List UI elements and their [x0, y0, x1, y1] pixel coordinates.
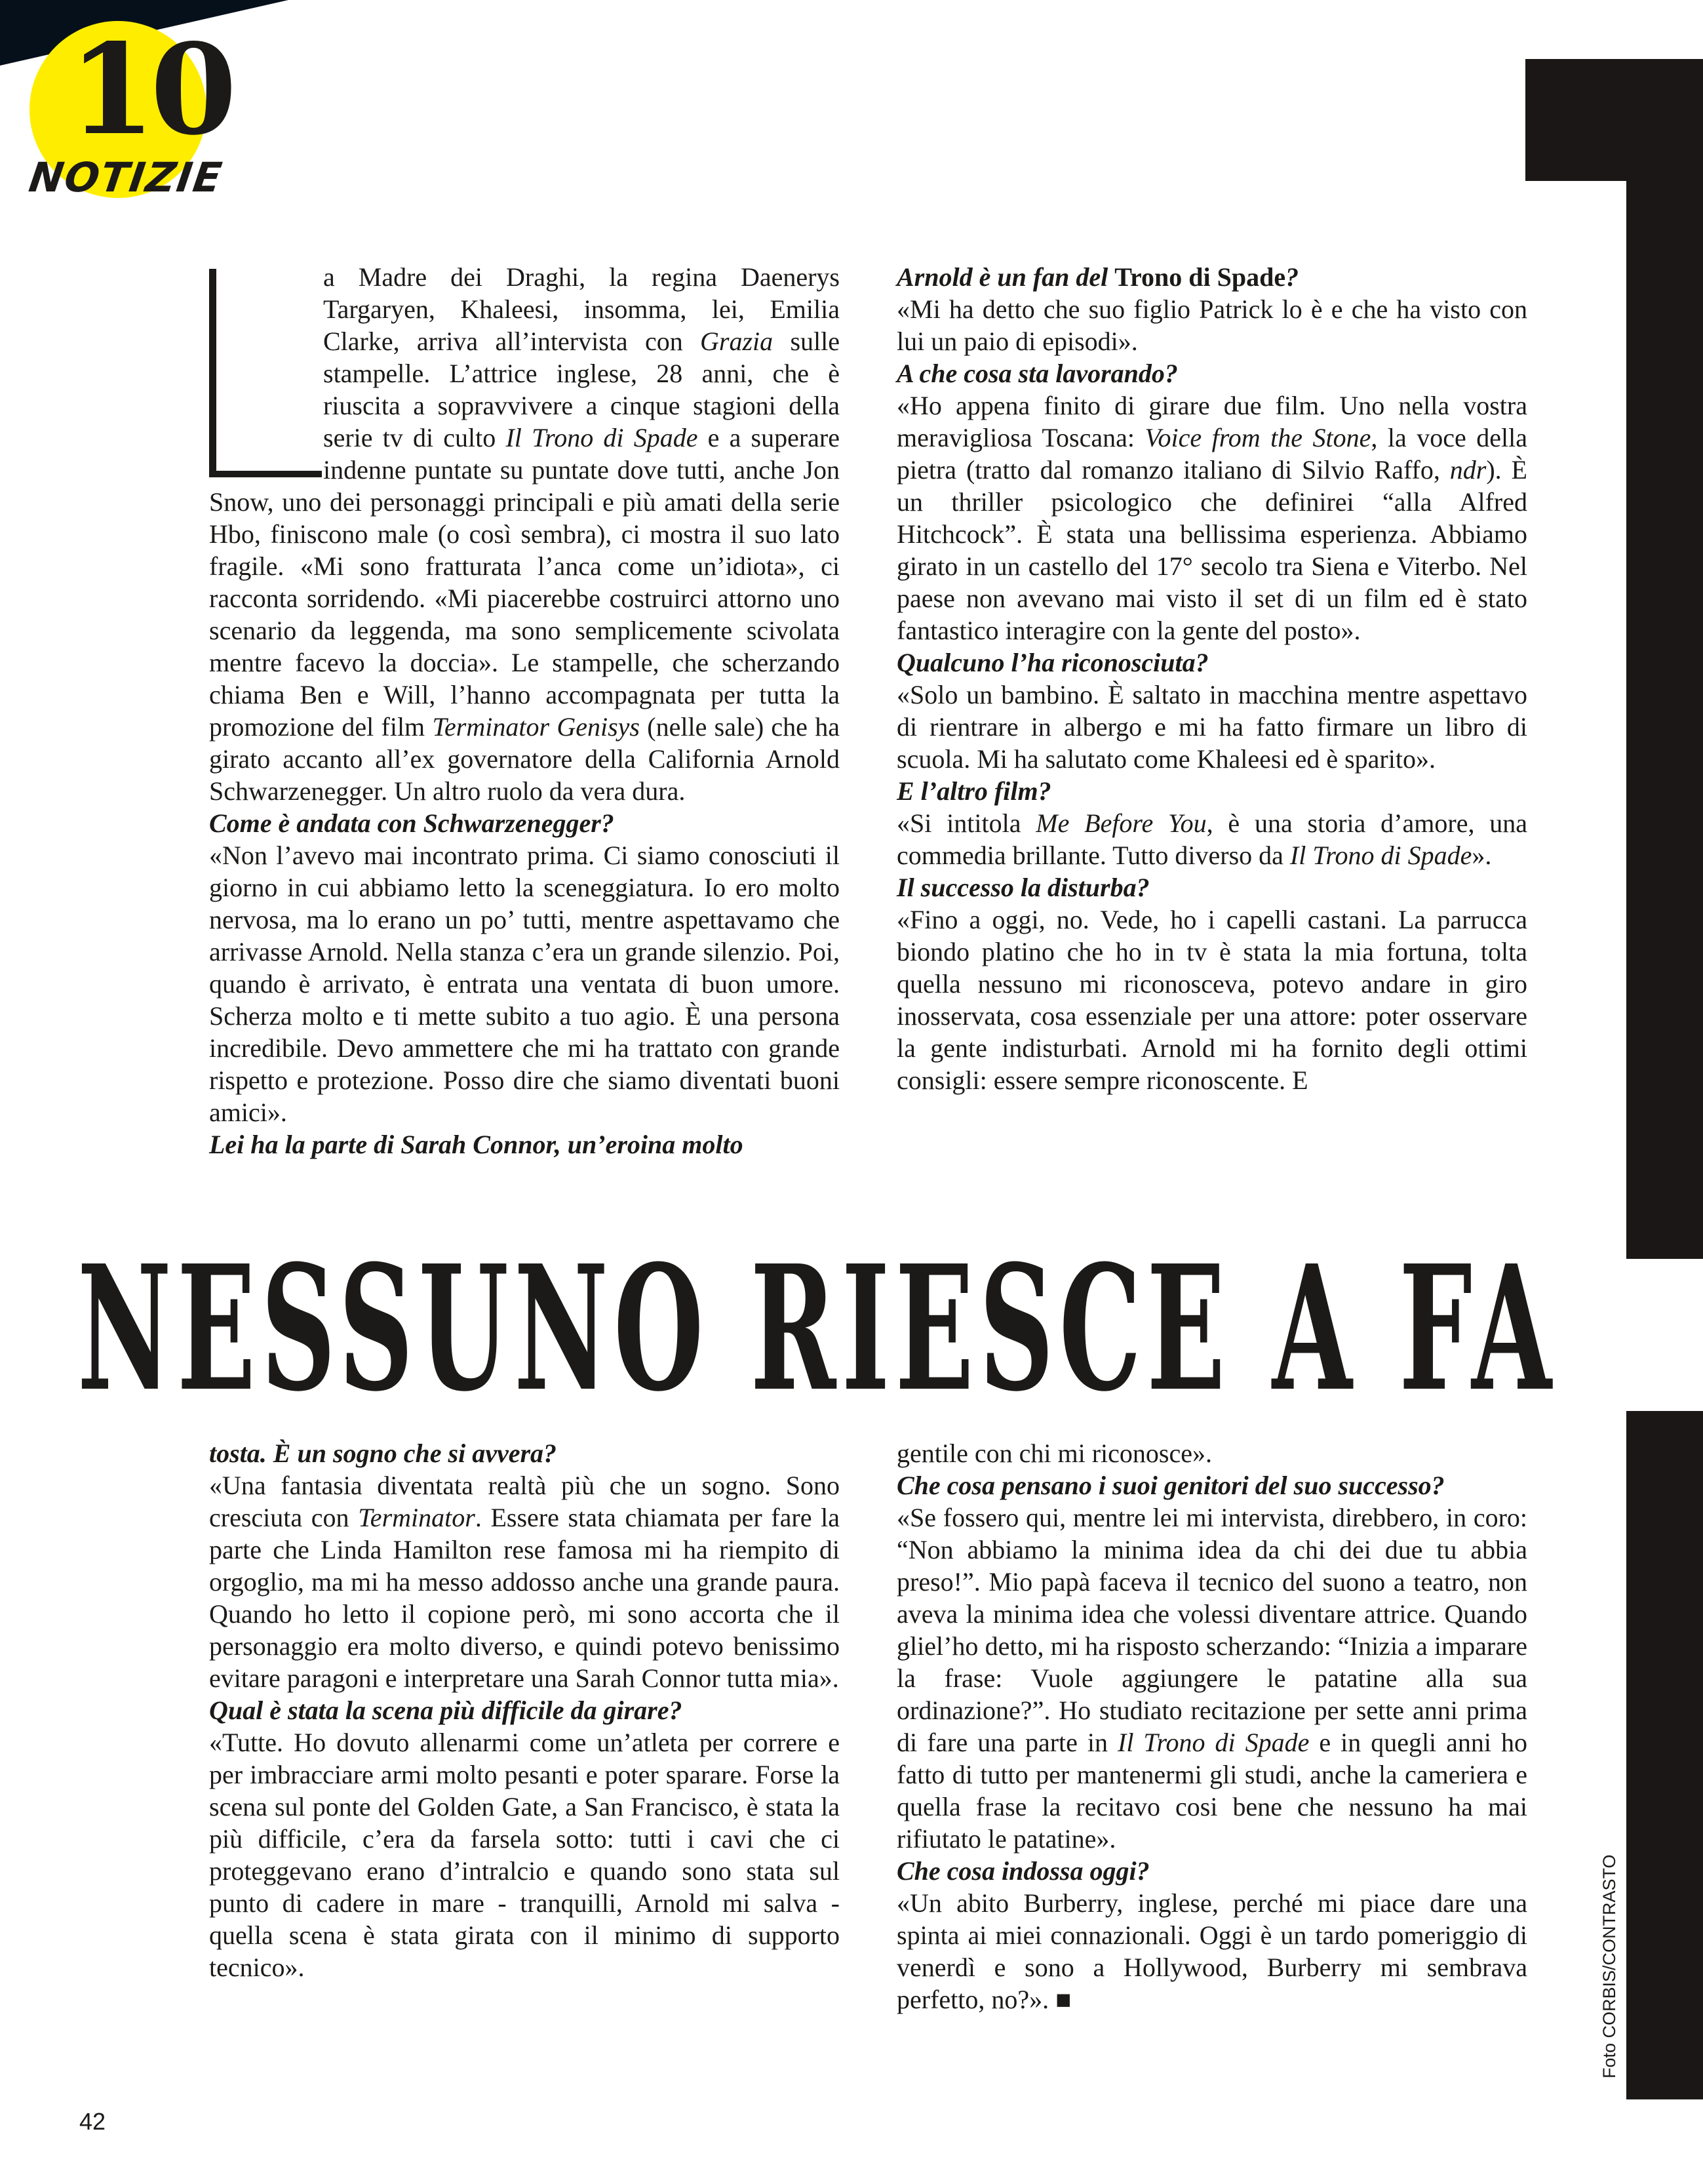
article-paragraph: [209, 1726, 840, 1983]
text-run: , è una storia d’amore, una commedia brillante. Tutto diverso da: [897, 808, 1527, 870]
interview-question: [897, 775, 1527, 807]
text-run: E l’altro film?: [897, 776, 1051, 806]
text-run: «Un abito Burberry, inglese, perché mi piace dare una spinta ai miei connazionali. Oggi è un tardo pomeriggio di venerdì e sono a Hollywood, Burberry mi sembrava perfetto, no?». ■: [897, 1888, 1527, 2014]
decorative-bar-bottom: [1626, 1411, 1703, 2099]
text-run: gentile con chi mi riconosce».: [897, 1439, 1212, 1468]
text-run: «Fino a oggi, no. Vede, ho i capelli castani. La parrucca biondo platino che ho in tv è stata la mia fortuna, tolta quella nessuno mi riconosceva, potevo andare in giro inosservata, cosa essenziale per una attore: poter osservare la gente indisturbati. Arnold mi ha fornito degli ottimi consigli: essere sempre riconoscente. E: [897, 905, 1527, 1095]
headline: NESSUNO RIESCE A FA: [77, 1227, 1557, 1429]
text-run: A che cosa sta lavorando?: [897, 359, 1178, 388]
text-run: «Se fossero qui, mentre lei mi intervista, direbbero, in coro: “Non abbiamo la minima idea da chi dei due tu abbia preso!”. Mio papà faceva il tecnico del suono a teatro, non aveva la minima idea che volessi diventare attrice. Quando gliel’ho detto, mi ha risposto scherzando: “Inizia a imparare la frase: Vuole aggiungere le patatine alla sua ordinazione?”. Ho studiato recitazione per sette anni prima di fare una parte in: [897, 1503, 1527, 1757]
text-run: (nelle sale) che ha girato accanto all’ex governatore della California Arnold Schwarzenegger. Un altro ruolo da vera dura.: [209, 712, 840, 806]
text-run: Me Before You: [1036, 808, 1207, 838]
text-run: Voice from the Stone: [1145, 423, 1371, 452]
text-run: Il Trono di Spade: [505, 423, 698, 452]
interview-question: [209, 1437, 840, 1469]
text-run: «Una fantasia diventata realtà più che un sogno. Sono cresciuta con: [209, 1471, 840, 1532]
article-paragraph: [897, 389, 1527, 646]
decorative-bar-vertical: [1626, 59, 1703, 1259]
text-run: e in quegli anni ho fatto di tutto per mantenermi gli studi, anche la cameriera e quella frase la recitavo cosi bene che nessuno ha mai rifiutato le patatine».: [897, 1728, 1528, 1854]
text-run: «Solo un bambino. È saltato in macchina mentre aspettavo di rientrare in albergo e mi ha fatto firmare un libro di scuola. Mi ha salutato come Khaleesi ed è sparito».: [897, 680, 1527, 774]
badge-word: NOTIZIE: [26, 153, 226, 201]
text-run: Arnold è un fan del: [897, 262, 1115, 292]
interview-question: [897, 357, 1527, 389]
article-paragraph: [897, 679, 1527, 775]
text-run: Che cosa pensano i suoi genitori del suo successo?: [897, 1471, 1445, 1500]
interview-question: [897, 1855, 1527, 1887]
text-run: «Si intitola: [897, 808, 1036, 838]
page-number: 42: [79, 2108, 106, 2135]
article-paragraph: [209, 839, 840, 1128]
text-run: a Madre dei Draghi, la regina Daenerys Targaryen, Khaleesi, insomma, lei, Emilia Clarke, arriva all’intervista con: [323, 262, 840, 356]
article-paragraph: [897, 1887, 1527, 2015]
text-run: Il successo la disturba?: [897, 873, 1150, 902]
text-run: «Tutte. Ho dovuto allenarmi come un’atleta per correre e per imbracciare armi molto pesanti e poter sparare. Forse la scena sul ponte del Golden Gate, a San Francisco, è stata la più difficile, c’era da farsela sotto: tutti i cavi che ci proteggevano erano d’intralcio e quando sono stata sul punto di cadere in mare - tranquilli, Arnold mi salva - quella scena è stata girata con il minimo di supporto tecnico».: [209, 1728, 840, 1982]
article-paragraph: [897, 293, 1527, 357]
text-run: ). È un thriller psicologico che definirei “alla Alfred Hitchcock”. È stata una bellissima esperienza. Abbiamo girato in un castello del 17° secolo tra Siena e Viterbo. Nel paese non avevano mai visto il set di un film ed è stato fantastico interagire con la gente del posto».: [897, 455, 1527, 645]
article-paragraph: [897, 1437, 1527, 1469]
text-run: «Ho appena finito di girare due film. Uno nella vostra meravigliosa Toscana:: [897, 391, 1527, 452]
article-paragraph: [209, 1469, 840, 1694]
text-run: Terminator: [358, 1503, 475, 1532]
article-column-4: [897, 1437, 1527, 2015]
text-run: ndr: [1449, 455, 1487, 485]
article-column-1: [209, 261, 840, 1161]
text-run: ?: [1285, 262, 1299, 292]
text-run: Il Trono di Spade: [1289, 841, 1472, 870]
interview-question: [897, 871, 1527, 903]
interview-question: [209, 1694, 840, 1726]
interview-question: [209, 807, 840, 839]
text-run: ».: [1472, 841, 1492, 870]
text-run: Grazia: [700, 327, 773, 356]
text-run: Che cosa indossa oggi?: [897, 1856, 1150, 1886]
interview-question: [897, 1469, 1527, 1501]
drop-cap-l: [209, 261, 323, 486]
text-run: sulle stampelle. L’attrice inglese, 28 anni, che è riuscita a sopravvivere a cinque stagioni della serie tv di culto: [323, 327, 840, 452]
text-run: Lei ha la parte di Sarah Connor, un’eroina molto: [209, 1130, 743, 1159]
article-paragraph: [897, 807, 1527, 871]
text-run: Trono di Spade: [1114, 262, 1286, 292]
text-run: Qual è stata la scena più difficile da girare?: [209, 1696, 682, 1725]
article-paragraph: [897, 903, 1527, 1096]
interview-question: [209, 1128, 840, 1161]
text-run: Come è andata con Schwarzenegger?: [209, 808, 614, 838]
text-run: «Mi ha detto che suo figlio Patrick lo è e che ha visto con lui un paio di episodi».: [897, 294, 1527, 356]
article-column-2: [897, 261, 1527, 1096]
text-run: Il Trono di Spade: [1118, 1728, 1310, 1757]
interview-question: [897, 261, 1527, 293]
photo-credit: Foto CORBIS/CONTRASTO: [1599, 1854, 1619, 2078]
text-run: Terminator Genisys: [432, 712, 640, 742]
badge-number: 10: [69, 16, 232, 163]
article-paragraph: [897, 1501, 1527, 1855]
article-column-3: [209, 1437, 840, 1983]
text-run: . Essere stata chiamata per fare la parte che Linda Hamilton rese famosa mi ha riempito di orgoglio, ma mi ha messo addosso anche una grande paura. Quando ho letto il copione però, mi sono accorta che il personaggio era molto diverso, e quindi potevo benissimo evitare paragoni e interpretare una Sarah Connor tutta mia».: [209, 1503, 840, 1693]
text-run: tosta. È un sogno che si avvera?: [209, 1439, 557, 1468]
text-run: e a superare indenne puntate su puntate dove tutti, anche Jon Snow, uno dei personaggi principali e più amati della serie Hbo, finiscono male (o così sembra), ci mostra il suo lato fragile. «Mi sono fratturata l’anca come un’idiota», ci racconta sorridendo. «Mi piacerebbe costruirci attorno uno scenario da leggenda, ma sono semplicemente scivolata mentre facevo la doccia». Le stampelle, che scherzando chiama Ben e Will, l’hanno accompagnata per tutta la promozione del film: [209, 423, 840, 742]
interview-question: [897, 646, 1527, 679]
text-run: Qualcuno l’ha riconosciuta?: [897, 648, 1209, 677]
text-run: , la voce della pietra (tratto dal romanzo italiano di Silvio Raffo,: [897, 423, 1528, 485]
text-run: «Non l’avevo mai incontrato prima. Ci siamo conosciuti il giorno in cui abbiamo letto la sceneggiatura. Io ero molto nervosa, ma lo erano un po’ tutti, mentre aspettavamo che arrivasse Arnold. Nella stanza c’era un grande silenzio. Poi, quando è arrivato, è entrata una ventata di buon umore. Scherza molto e ti mette subito a tuo agio. È una persona incredibile. Devo ammettere che mi ha trattato con grande rispetto e protezione. Posso dire che siamo diventati buoni amici».: [209, 841, 840, 1127]
